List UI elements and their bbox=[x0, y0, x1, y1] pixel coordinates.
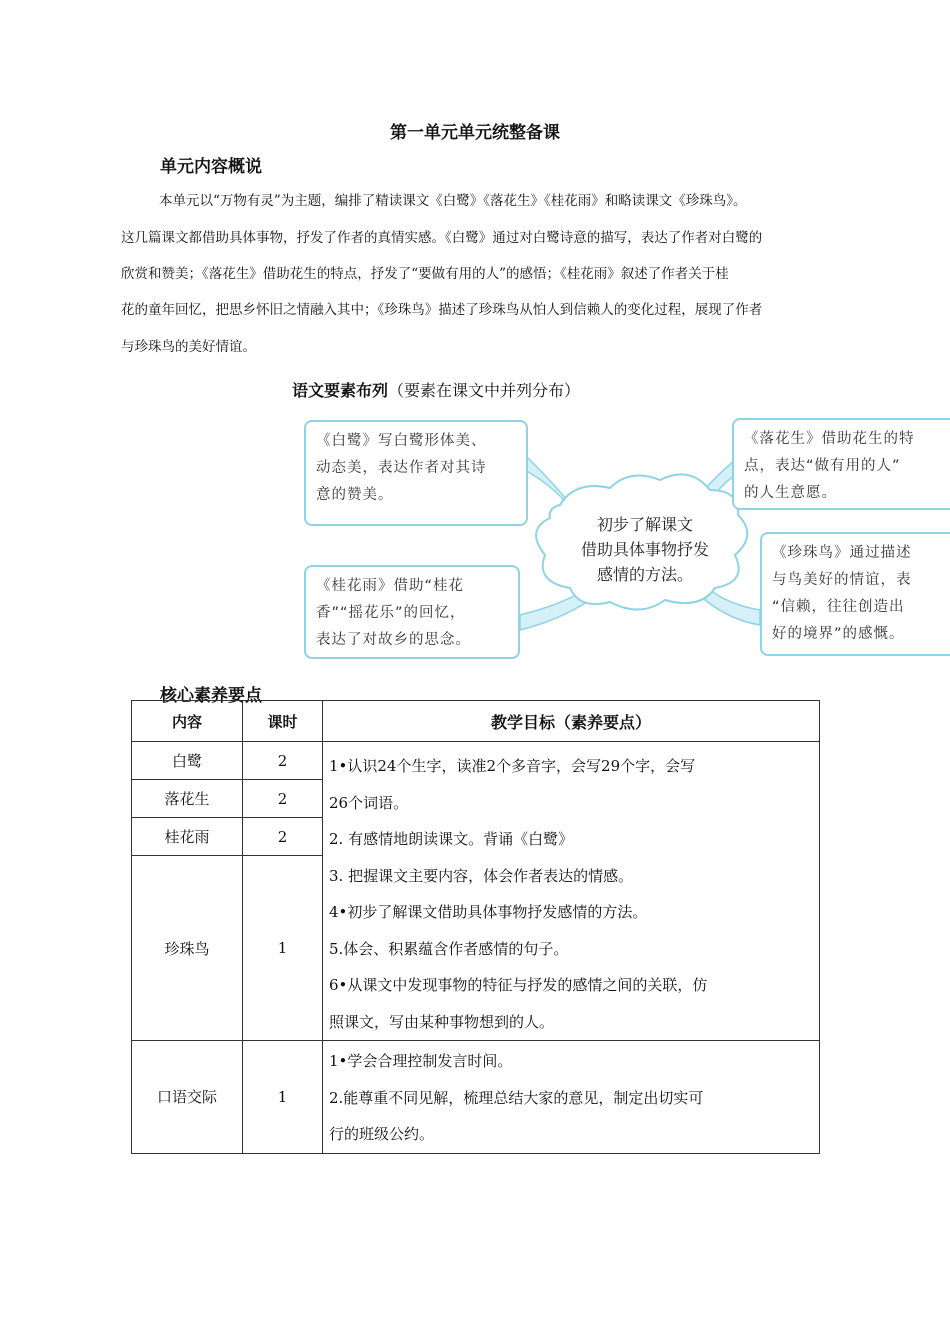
lesson-hours: 1 bbox=[243, 1041, 323, 1154]
lesson-hours: 2 bbox=[243, 780, 323, 818]
oral-goals bbox=[323, 1041, 820, 1154]
overview-line: 与珍珠鸟的美好情谊。 bbox=[121, 339, 256, 355]
goal-line: 6•从课文中发现事物的特征与抒发的感情之间的关联，仿 bbox=[329, 976, 708, 994]
lesson-hours: 2 bbox=[243, 742, 323, 780]
core-heading: 核心素养要点 bbox=[160, 686, 262, 706]
overview-line: 花的童年回忆，把思乡怀旧之情融入其中；《珍珠鸟》描述了珍珠鸟从怕人到信赖人的变化过程，展现了作者 bbox=[121, 302, 763, 318]
box-line: 意的赞美。 bbox=[316, 487, 394, 503]
goal-line: 照课文，写由某种事物想到的人。 bbox=[329, 1012, 555, 1031]
box-line: 好的境界”的感慨。 bbox=[772, 626, 905, 642]
box-line: “信赖，往往创造出 bbox=[772, 599, 905, 615]
lesson-name: 落花生 bbox=[132, 780, 243, 818]
lesson-hours: 2 bbox=[243, 818, 323, 856]
box-line: 与鸟美好的情谊，表 bbox=[772, 572, 912, 588]
table-header-row bbox=[132, 701, 820, 742]
lesson-name: 桂花雨 bbox=[132, 818, 243, 856]
box-line: 点，表达“做有用的人” bbox=[744, 458, 901, 474]
goal-line: 26个词语。 bbox=[329, 793, 409, 812]
box-line: 的人生意愿。 bbox=[744, 485, 837, 501]
mindmap-box-zhenzhuniao bbox=[760, 532, 950, 656]
box-line: 香”“摇花乐”的回忆， bbox=[316, 605, 466, 621]
center-line: 初步了解课文 bbox=[596, 515, 693, 534]
box-line: 《珍珠鸟》通过描述 bbox=[772, 545, 912, 561]
mindmap-box-bailu bbox=[304, 420, 528, 526]
connector-bottom-right bbox=[705, 590, 760, 625]
lesson-name: 珍珠鸟 bbox=[132, 856, 243, 1041]
goal-line: 2.能尊重不同见解，梳理总结大家的意见，制定出切实可 bbox=[329, 1088, 704, 1107]
core-competency-table bbox=[131, 700, 820, 1154]
box-line: 表达了对故乡的思念。 bbox=[316, 632, 471, 648]
goal-line: 1•学会合理控制发言时间。 bbox=[329, 1052, 513, 1070]
document-title: 第一单元单元统整备课 bbox=[390, 123, 560, 143]
goal-line: 2. 有感情地朗读课文。背诵《白鹭》 bbox=[329, 830, 574, 848]
reading-goals bbox=[323, 742, 820, 1041]
header-content: 内容 bbox=[132, 701, 243, 742]
box-line: 《桂花雨》借助“桂花 bbox=[316, 578, 465, 594]
mindmap-box-guihuayu bbox=[304, 565, 520, 659]
goal-line: 行的班级公约。 bbox=[329, 1125, 435, 1143]
box-line: 动态美，表达作者对其诗 bbox=[316, 460, 487, 476]
lesson-name: 白鹭 bbox=[132, 742, 243, 780]
mindmap-center-text bbox=[555, 512, 735, 587]
lesson-hours: 1 bbox=[243, 856, 323, 1041]
header-hours: 课时 bbox=[243, 701, 323, 742]
lesson-name: 口语交际 bbox=[132, 1041, 243, 1154]
goal-line: 1•认识24个生字，读准2个多音字，会写29个字，会写 bbox=[329, 757, 696, 775]
goal-line: 5.体会、积累蕴含作者感情的句子。 bbox=[329, 939, 569, 958]
overview-heading: 单元内容概说 bbox=[160, 157, 262, 177]
table-row bbox=[132, 742, 820, 780]
mindmap-heading bbox=[292, 378, 580, 401]
mindmap-heading-bold: 语文要素布列 bbox=[292, 381, 389, 400]
center-line: 借助具体事物抒发 bbox=[580, 540, 709, 559]
box-line: 《白鹭》写白鹭形体美、 bbox=[316, 433, 487, 449]
overview-line: 本单元以“万物有灵”为主题，编排了精读课文《白鹭》《落花生》《桂花雨》和略读课文《珍珠鸟》。 bbox=[159, 193, 747, 209]
table-row bbox=[132, 1041, 820, 1154]
mindmap-heading-note: （要素在课文中并列分布） bbox=[388, 381, 581, 400]
mindmap-box-luohuasheng bbox=[732, 418, 950, 510]
overview-line: 这几篇课文都借助具体事物，抒发了作者的真情实感。《白鹭》通过对白鹭诗意的描写，表达了作者对白鹭的 bbox=[121, 230, 763, 246]
center-line: 感情的方法。 bbox=[596, 565, 693, 584]
goal-line: 4•初步了解课文借助具体事物抒发感情的方法。 bbox=[329, 903, 648, 921]
box-line: 《落花生》借助花生的特 bbox=[744, 431, 915, 447]
goal-line: 3. 把握课文主要内容，体会作者表达的情感。 bbox=[329, 866, 634, 885]
overview-line: 欣赏和赞美；《落花生》借助花生的特点，抒发了“要做有用的人”的感悟；《桂花雨》叙述了作者关于桂 bbox=[121, 266, 729, 282]
header-goals: 教学目标（素养要点） bbox=[323, 701, 820, 742]
